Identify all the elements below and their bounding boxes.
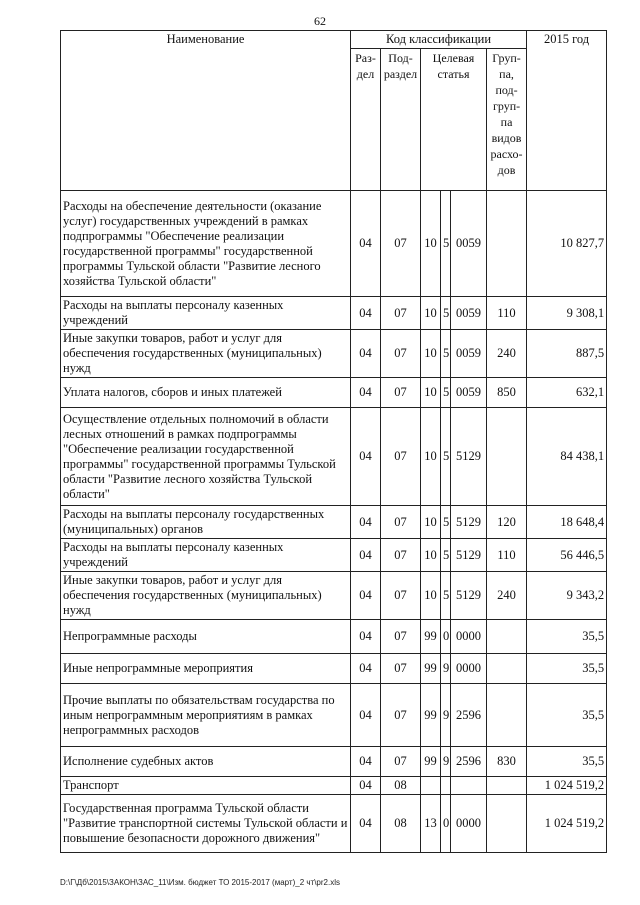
row-cs-subprogram: 5 xyxy=(441,191,451,297)
row-name: Иные непрограммные мероприятия xyxy=(61,654,351,684)
row-cs-direction xyxy=(451,777,487,795)
row-podrazdel: 07 xyxy=(381,378,421,408)
row-cs-program: 99 xyxy=(421,747,441,777)
row-cs-subprogram: 5 xyxy=(441,378,451,408)
row-podrazdel: 07 xyxy=(381,620,421,654)
row-cs-subprogram: 5 xyxy=(441,408,451,506)
row-vid-rashodov xyxy=(487,408,527,506)
row-cs-program: 99 xyxy=(421,620,441,654)
row-razdel: 04 xyxy=(351,408,381,506)
row-podrazdel: 07 xyxy=(381,408,421,506)
row-cs-direction: 2596 xyxy=(451,684,487,747)
row-cs-program: 10 xyxy=(421,572,441,620)
row-cs-subprogram: 9 xyxy=(441,747,451,777)
row-vid-rashodov: 110 xyxy=(487,297,527,330)
row-cs-direction: 5129 xyxy=(451,572,487,620)
table-row xyxy=(61,378,607,408)
table-row xyxy=(61,191,607,297)
row-amount: 632,1 xyxy=(527,378,607,408)
row-cs-direction: 0000 xyxy=(451,654,487,684)
header-razdel: Раз-дел xyxy=(351,49,381,191)
row-razdel: 04 xyxy=(351,330,381,378)
row-podrazdel: 07 xyxy=(381,654,421,684)
row-razdel: 04 xyxy=(351,777,381,795)
row-cs-program: 10 xyxy=(421,539,441,572)
row-cs-direction: 5129 xyxy=(451,539,487,572)
row-cs-subprogram: 0 xyxy=(441,620,451,654)
row-cs-direction: 0059 xyxy=(451,297,487,330)
header-tselevaya: Целевая статья xyxy=(421,49,487,191)
row-podrazdel: 07 xyxy=(381,506,421,539)
row-razdel: 04 xyxy=(351,684,381,747)
row-podrazdel: 08 xyxy=(381,777,421,795)
row-vid-rashodov: 110 xyxy=(487,539,527,572)
row-name: Государственная программа Тульской области "Развитие транспортной системы Тульской области и повышение безопасности дорожного движения" xyxy=(61,795,351,853)
table-row xyxy=(61,297,607,330)
row-vid-rashodov: 830 xyxy=(487,747,527,777)
row-cs-subprogram: 9 xyxy=(441,684,451,747)
row-amount: 56 446,5 xyxy=(527,539,607,572)
file-path-footer: D:\Г\Дб\2015\ЗАКОН\ЗАС_11\Изм. бюджет ТО 2015-2017 (март)_2 чт\pr2.xls xyxy=(60,878,340,887)
row-amount: 84 438,1 xyxy=(527,408,607,506)
row-cs-program xyxy=(421,777,441,795)
page-number: 62 xyxy=(314,14,326,28)
row-cs-subprogram: 5 xyxy=(441,330,451,378)
row-amount: 10 827,7 xyxy=(527,191,607,297)
header-code-group: Код классификации xyxy=(351,31,527,49)
row-vid-rashodov xyxy=(487,620,527,654)
row-name: Исполнение судебных актов xyxy=(61,747,351,777)
table-row xyxy=(61,795,607,853)
row-cs-direction: 5129 xyxy=(451,408,487,506)
header-year: 2015 год xyxy=(527,31,607,191)
row-cs-direction: 5129 xyxy=(451,506,487,539)
table-row xyxy=(61,747,607,777)
row-vid-rashodov: 850 xyxy=(487,378,527,408)
row-podrazdel: 07 xyxy=(381,191,421,297)
row-cs-program: 10 xyxy=(421,378,441,408)
row-amount: 35,5 xyxy=(527,747,607,777)
table-body xyxy=(61,191,607,853)
row-vid-rashodov xyxy=(487,191,527,297)
row-cs-program: 10 xyxy=(421,408,441,506)
row-cs-direction: 0059 xyxy=(451,378,487,408)
row-cs-subprogram: 5 xyxy=(441,506,451,539)
row-name: Уплата налогов, сборов и иных платежей xyxy=(61,378,351,408)
row-amount: 35,5 xyxy=(527,654,607,684)
row-cs-direction: 0000 xyxy=(451,620,487,654)
row-razdel: 04 xyxy=(351,539,381,572)
row-cs-subprogram: 0 xyxy=(441,795,451,853)
row-name: Осуществление отдельных полномочий в области лесных отношений в рамках подпрограммы "Обеспечение реализации государственной программы" государственной программы Тульской области "Развитие лесного хозяйства Тульской области" xyxy=(61,408,351,506)
table-row xyxy=(61,572,607,620)
row-name: Непрограммные расходы xyxy=(61,620,351,654)
table-row xyxy=(61,506,607,539)
row-podrazdel: 07 xyxy=(381,539,421,572)
row-cs-subprogram: 9 xyxy=(441,654,451,684)
row-razdel: 04 xyxy=(351,378,381,408)
row-name: Прочие выплаты по обязательствам государства по иным непрограммным мероприятиям в рамках непрограммных расходов xyxy=(61,684,351,747)
table-row xyxy=(61,684,607,747)
row-cs-program: 10 xyxy=(421,330,441,378)
row-amount: 35,5 xyxy=(527,620,607,654)
row-razdel: 04 xyxy=(351,297,381,330)
row-vid-rashodov: 120 xyxy=(487,506,527,539)
row-amount: 1 024 519,2 xyxy=(527,795,607,853)
row-cs-subprogram: 5 xyxy=(441,297,451,330)
row-amount: 9 308,1 xyxy=(527,297,607,330)
row-cs-program: 99 xyxy=(421,684,441,747)
row-cs-direction: 0000 xyxy=(451,795,487,853)
row-vid-rashodov xyxy=(487,654,527,684)
row-name: Расходы на обеспечение деятельности (оказание услуг) государственных учреждений в рамках подпрограммы "Обеспечение реализации государственной программы" государственной программы Тульской области "Развитие лесного хозяйства Тульской области" xyxy=(61,191,351,297)
row-amount: 9 343,2 xyxy=(527,572,607,620)
header-name: Наименование xyxy=(61,31,351,191)
row-name: Иные закупки товаров, работ и услуг для обеспечения государственных (муниципальных) нужд xyxy=(61,330,351,378)
table-row xyxy=(61,330,607,378)
row-cs-direction: 2596 xyxy=(451,747,487,777)
row-razdel: 04 xyxy=(351,191,381,297)
table-row xyxy=(61,539,607,572)
row-razdel: 04 xyxy=(351,747,381,777)
row-vid-rashodov xyxy=(487,684,527,747)
row-podrazdel: 08 xyxy=(381,795,421,853)
row-amount: 35,5 xyxy=(527,684,607,747)
row-podrazdel: 07 xyxy=(381,684,421,747)
row-amount: 18 648,4 xyxy=(527,506,607,539)
row-vid-rashodov xyxy=(487,777,527,795)
table-row xyxy=(61,620,607,654)
row-podrazdel: 07 xyxy=(381,572,421,620)
row-name: Транспорт xyxy=(61,777,351,795)
row-cs-subprogram xyxy=(441,777,451,795)
row-cs-program: 10 xyxy=(421,191,441,297)
row-cs-program: 10 xyxy=(421,297,441,330)
row-name: Расходы на выплаты персоналу казенных учреждений xyxy=(61,539,351,572)
row-cs-subprogram: 5 xyxy=(441,572,451,620)
row-razdel: 04 xyxy=(351,572,381,620)
row-cs-subprogram: 5 xyxy=(441,539,451,572)
row-razdel: 04 xyxy=(351,795,381,853)
table-row xyxy=(61,408,607,506)
row-cs-direction: 0059 xyxy=(451,330,487,378)
row-razdel: 04 xyxy=(351,506,381,539)
header-podrazdel: Под-раздел xyxy=(381,49,421,191)
budget-table xyxy=(60,30,607,853)
row-razdel: 04 xyxy=(351,620,381,654)
row-amount: 1 024 519,2 xyxy=(527,777,607,795)
row-name: Расходы на выплаты персоналу казенных учреждений xyxy=(61,297,351,330)
header-gruppa: Груп-па, под-груп-па видов расхо-дов xyxy=(487,49,527,191)
row-name: Иные закупки товаров, работ и услуг для обеспечения государственных (муниципальных) нужд xyxy=(61,572,351,620)
table-row xyxy=(61,654,607,684)
row-vid-rashodov xyxy=(487,795,527,853)
row-cs-program: 99 xyxy=(421,654,441,684)
row-podrazdel: 07 xyxy=(381,747,421,777)
row-cs-program: 10 xyxy=(421,506,441,539)
row-razdel: 04 xyxy=(351,654,381,684)
row-amount: 887,5 xyxy=(527,330,607,378)
row-podrazdel: 07 xyxy=(381,330,421,378)
row-podrazdel: 07 xyxy=(381,297,421,330)
table-row xyxy=(61,777,607,795)
row-cs-direction: 0059 xyxy=(451,191,487,297)
row-cs-program: 13 xyxy=(421,795,441,853)
row-name: Расходы на выплаты персоналу государственных (муниципальных) органов xyxy=(61,506,351,539)
row-vid-rashodov: 240 xyxy=(487,572,527,620)
row-vid-rashodov: 240 xyxy=(487,330,527,378)
